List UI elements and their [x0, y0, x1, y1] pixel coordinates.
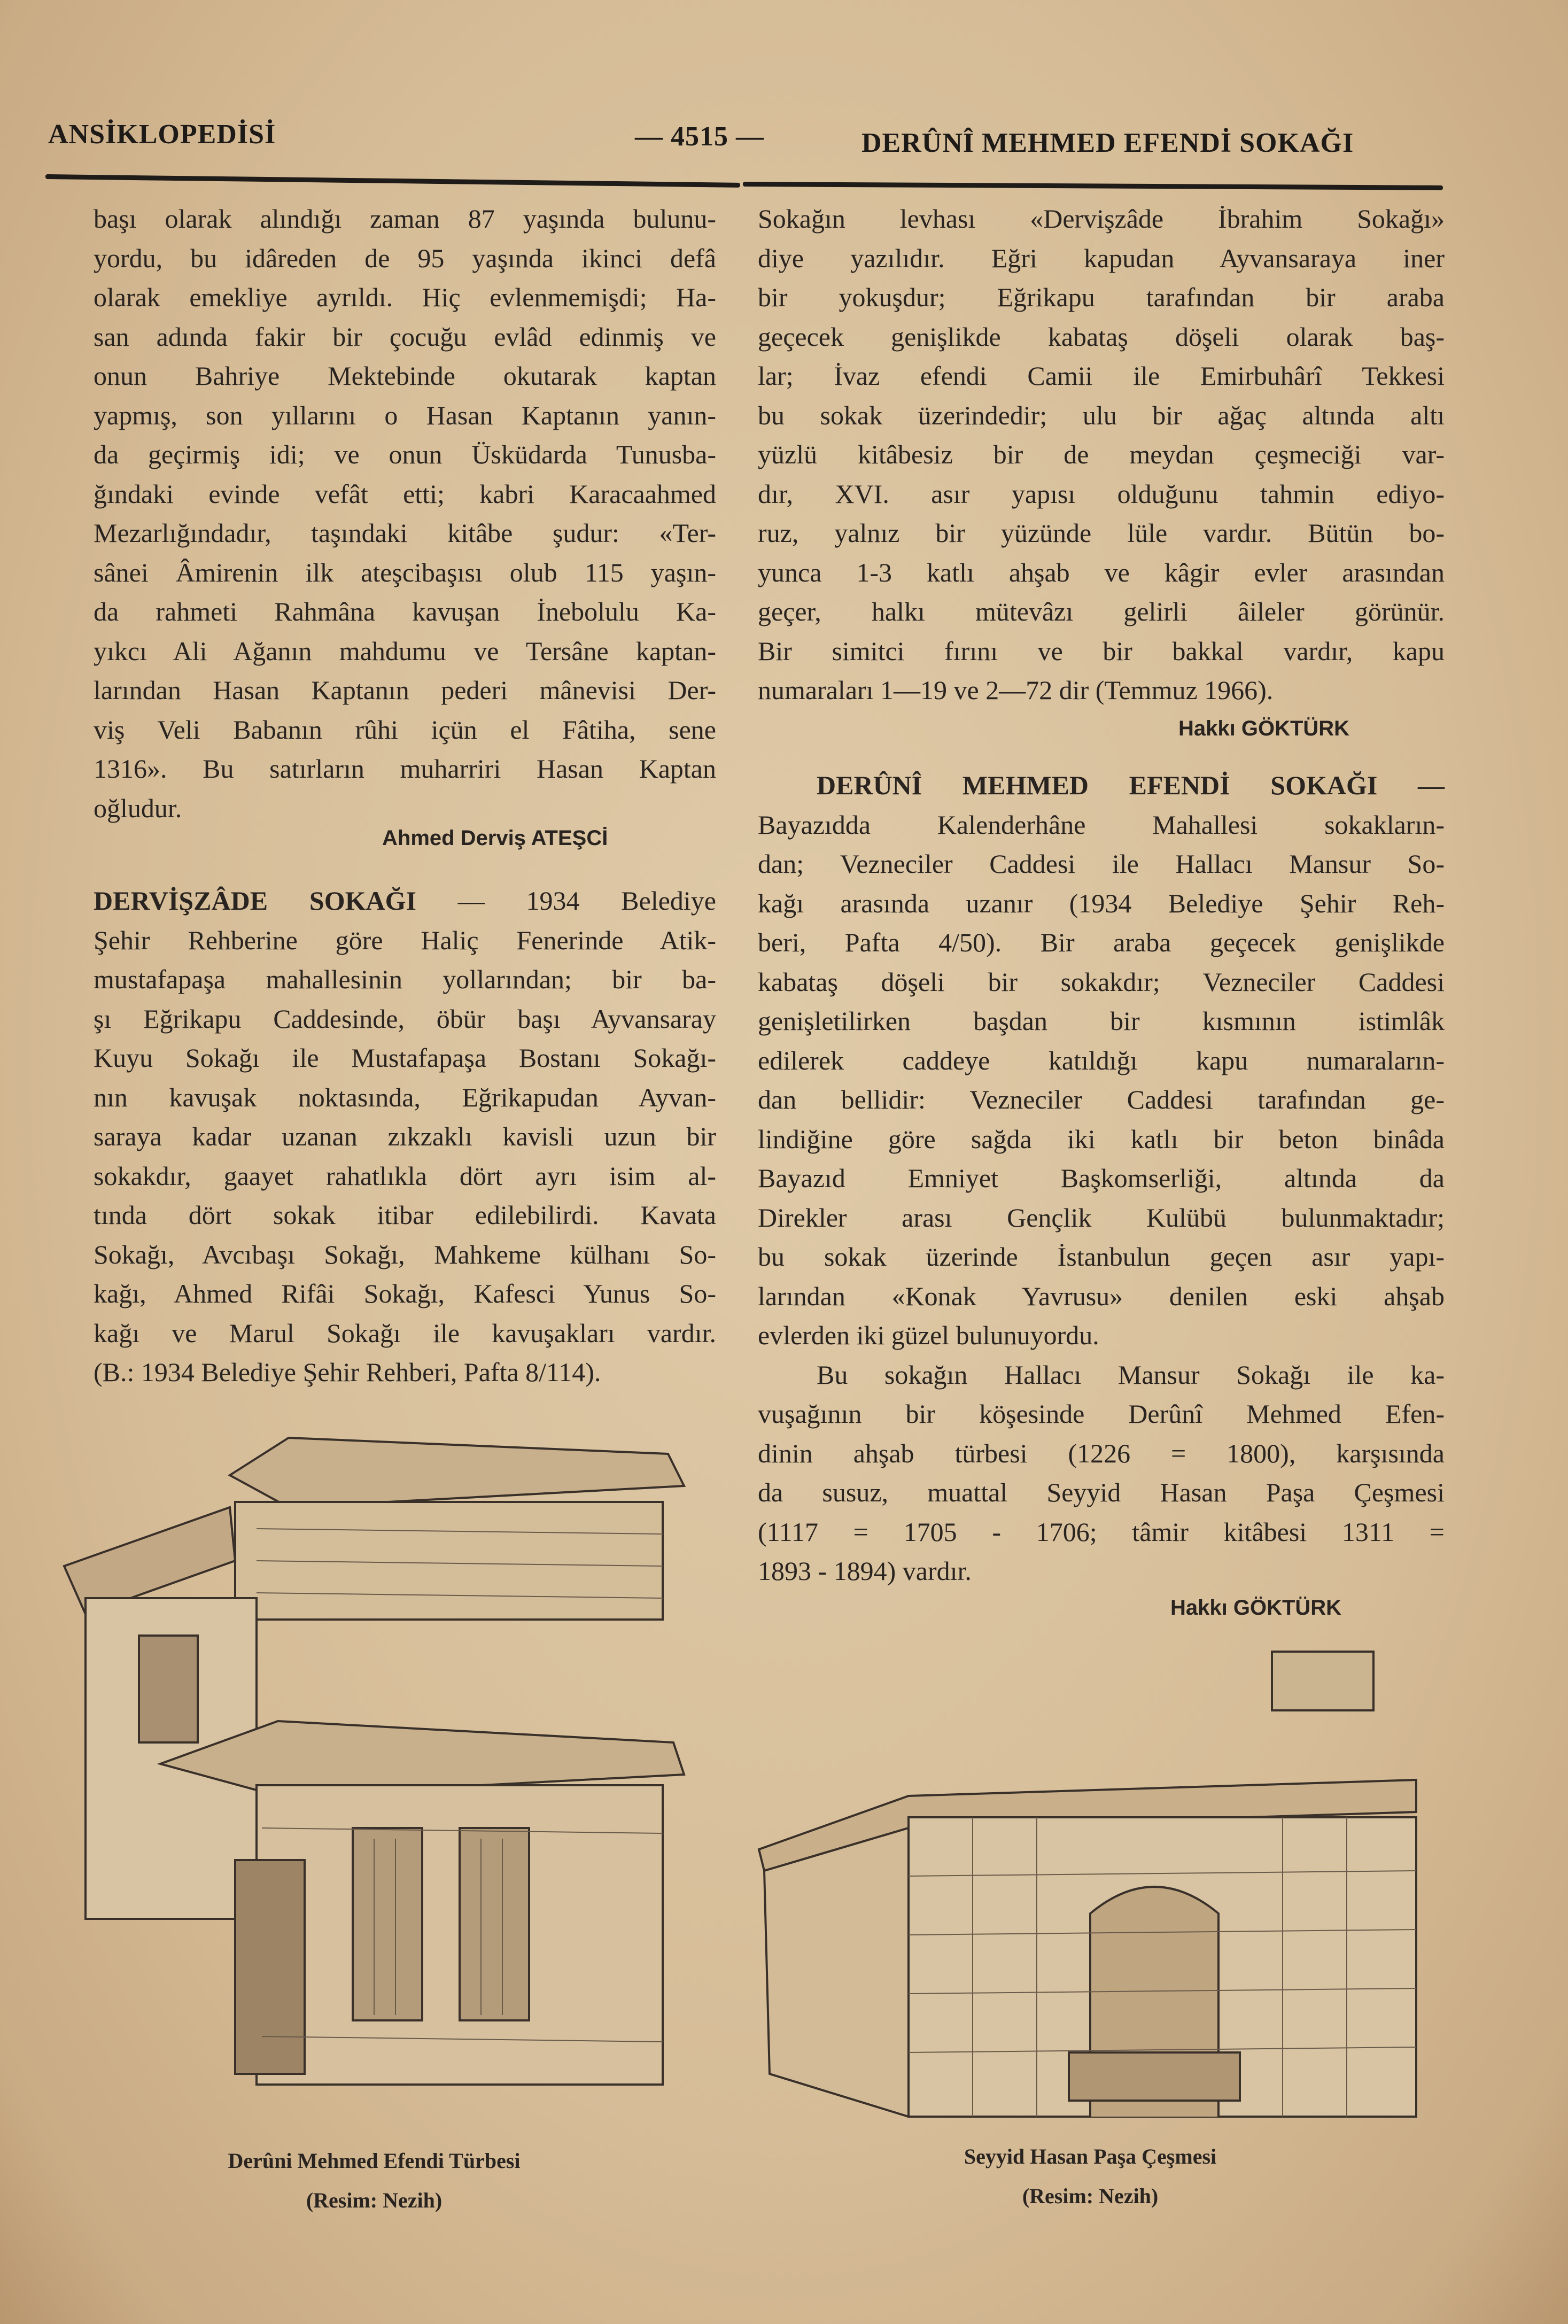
right-paragraph-1 — [758, 199, 1445, 710]
text-line: yüzlü kitâbesiz bir de meydan çeşmeciği var- — [758, 439, 1445, 469]
text-line: evlerden iki güzel bulunuyordu. — [758, 1320, 1099, 1350]
text-line: ruz, yalnız bir yüzünde lüle vardır. Bütün bo- — [758, 518, 1445, 548]
text-line: viş Veli Babanın rûhi içün el Fâtiha, sene — [94, 714, 716, 745]
text-line: (1117 = 1705 - 1706; tâmir kitâbesi 1311 = — [758, 1516, 1445, 1547]
text-line: (B.: 1934 Belediye Şehir Rehberi, Pafta 8/114). — [94, 1357, 601, 1387]
illustration-turbe — [53, 1422, 748, 2117]
text-line: bu sokak üzerindedir; ulu bir ağaç altında altı — [758, 400, 1445, 430]
text-line: da geçirmiş idi; ve onun Üsküdarda Tunusba- — [94, 439, 716, 469]
text-line: kağı, Ahmed Rifâi Sokağı, Kafesci Yunus So- — [94, 1279, 716, 1308]
text-line: numaraları 1—19 ve 2—72 dir (Temmuz 1966). — [758, 675, 1274, 705]
text-line: Bayazıdda Kalenderhâne Mahallesi sokakların- — [758, 809, 1445, 840]
text-line: 1316». Bu satırların muharriri Hasan Kaptan — [94, 754, 716, 784]
text-line: dan bellidir: Vezneciler Caddesi tarafından ge- — [758, 1084, 1445, 1114]
text-line: dan; Vezneciler Caddesi ile Hallacı Mansur So- — [758, 849, 1445, 879]
text-line: sânei Âmirenin ilk ateşcibaşısı olub 115 yaşın- — [94, 557, 716, 587]
entry-paragraph-2 — [758, 1355, 1445, 1591]
text-line: olarak emekliye ayrıldı. Hiç evlenmemişdi; Ha- — [94, 282, 716, 312]
entry-title: DERVİŞZÂDE SOKAĞI — [94, 886, 416, 916]
text-line: kağı arasında uzanır (1934 Belediye Şehir Reh- — [758, 888, 1445, 918]
text-line: yunca 1-3 katlı ahşab ve kâgir evler arasından — [758, 557, 1445, 587]
left-paragraph-1 — [94, 199, 716, 828]
text-line: beri, Pafta 4/50). Bir araba geçecek genişlikde — [758, 927, 1445, 957]
text-line: lar; İvaz efendi Camii ile Emirbuhârî Tekkesi — [758, 361, 1445, 391]
text-line: geçecek genişlikde kabataş döşeli olarak baş- — [758, 321, 1445, 352]
text-line: genişletilirken başdan bir kısmının istimlâk — [758, 1006, 1445, 1036]
page-number: — 4515 — — [635, 121, 764, 152]
text-line: Sokağın levhası «Dervişzâde İbrahim Sokağı» — [758, 204, 1445, 234]
text-line: ğındaki evinde vefât etti; kabri Karacaahmed — [94, 478, 716, 509]
text-line: bu sokak üzerinde İstanbulun geçen asır yapı- — [758, 1242, 1445, 1272]
entry-dervizade-sokagi — [94, 881, 716, 1392]
text-line: dır, XVI. asır yapısı olduğunu tahmin ediyo- — [758, 478, 1445, 509]
text-line: Direkler arası Gençlik Kulübü bulunmaktadır; — [758, 1202, 1445, 1233]
text-line: Sokağı, Avcıbaşı Sokağı, Mahkeme külhanı So- — [94, 1239, 716, 1269]
text-line: saraya kadar uzanan zıkzaklı kavisli uzun bir — [94, 1121, 716, 1151]
entry-body — [94, 921, 716, 1392]
signature-hakki-2: Hakkı GÖKTÜRK — [1170, 1596, 1342, 1620]
caption-title: Derûni Mehmed Efendi Türbesi — [228, 2149, 521, 2173]
entry-deruni-mehmed-efendi — [758, 766, 1445, 1591]
text-line: başı olarak alındığı zaman 87 yaşında bulunu- — [94, 204, 716, 234]
upper-wall — [235, 1502, 663, 1620]
text-line: vuşağının bir köşesinde Derûnî Mehmed Efen- — [758, 1399, 1445, 1429]
window — [139, 1636, 198, 1742]
text-line: Bayazıd Emniyet Başkomserliği, altında da — [758, 1163, 1445, 1193]
text-line: Bir simitci fırını ve bir bakkal vardır, kapu — [758, 636, 1445, 666]
text-line: yapmış, son yıllarını o Hasan Kaptanın yanın- — [94, 400, 716, 430]
header-rule-right — [743, 182, 1443, 190]
caption-credit: (Resim: Nezih) — [306, 2188, 443, 2212]
text-line: lindiğine göre sağda iki katlı bir beton binâda — [758, 1124, 1445, 1154]
entry-title — [758, 766, 1445, 805]
text-line: yordu, bu idâreden de 95 yaşında ikinci defâ — [94, 243, 716, 273]
text-line: mustafapaşa mahallesinin yollarından; bir ba- — [94, 964, 716, 994]
running-header-left: ANSİKLOPEDİSİ — [48, 119, 276, 150]
text-line: sokakdır, gaayet rahatlıkla dört ayrı isim al- — [94, 1160, 716, 1191]
grille — [460, 1828, 529, 2020]
door — [235, 1860, 305, 2074]
side-wall — [764, 1828, 909, 2117]
text-line: Bu sokağın Hallacı Mansur Sokağı ile ka- — [817, 1359, 1445, 1390]
entry-title-text: DERÛNÎ MEHMED EFENDİ SOKAĞI — — [817, 770, 1445, 800]
text-line: Mezarlığındadır, taşındaki kitâbe şudur: «Ter- — [94, 518, 716, 548]
caption-left — [107, 2141, 641, 2220]
text-line: edilerek caddeye katıldığı kapu numaraların- — [758, 1045, 1445, 1075]
text-line: yıkcı Ali Ağanın mahdumu ve Tersâne kaptan- — [94, 636, 716, 666]
caption-credit: (Resim: Nezih) — [1022, 2184, 1159, 2208]
text-line: da susuz, muattal Seyyid Hasan Paşa Çeşmesi — [758, 1477, 1445, 1507]
entry-text: — 1934 Belediye — [416, 886, 716, 916]
inscription-plaque — [1272, 1652, 1373, 1710]
text-line: şı Eğrikapu Caddesinde, öbür başı Ayvansaray — [94, 1003, 716, 1034]
text-line — [94, 881, 716, 921]
text-line: bir yokuşdur; Eğrikapu tarafından bir araba — [758, 282, 1445, 312]
text-line: diye yazılıdır. Eğri kapudan Ayvansaraya iner — [758, 243, 1445, 273]
text-line: Şehir Rehberine göre Haliç Fenerinde Atik- — [94, 925, 716, 955]
text-line: onun Bahriye Mektebinde okutarak kaptan — [94, 361, 716, 391]
basin — [1069, 2052, 1240, 2101]
header-rule-left — [45, 174, 740, 188]
text-line: Kuyu Sokağı ile Mustafapaşa Bostanı Sokağı- — [94, 1043, 716, 1073]
text-line: nın kavuşak noktasında, Eğrikapudan Ayvan- — [94, 1082, 716, 1112]
entry-body — [758, 805, 1445, 1355]
text-line: tında dört sokak itibar edilebilirdi. Kavata — [94, 1200, 716, 1230]
text-line: geçer, halkı mütevâzı gelirli âileler görünür. — [758, 597, 1445, 626]
text-line: oğludur. — [94, 793, 182, 823]
text-line: san adında fakir bir çocuğu evlâd edinmiş ve — [94, 321, 716, 352]
illustration-cesme — [748, 1636, 1443, 2149]
text-line: larından Hasan Kaptanın pederi mânevisi Der- — [94, 675, 716, 705]
text-line: kağı ve Marul Sokağı ile kavuşakları vardır. — [94, 1318, 716, 1348]
running-header-right: DERÛNÎ MEHMED EFENDİ SOKAĞI — [861, 128, 1354, 158]
text-line: 1893 - 1894) vardır. — [758, 1556, 972, 1586]
text-line: dinin ahşab türbesi (1226 = 1800), karşısında — [758, 1438, 1445, 1468]
caption-right — [823, 2137, 1357, 2216]
caption-title: Seyyid Hasan Paşa Çeşmesi — [964, 2144, 1217, 2168]
signature-hakki-1: Hakkı GÖKTÜRK — [1178, 717, 1350, 740]
text-line: kabataş döşeli bir sokakdır; Vezneciler Caddesi — [758, 966, 1445, 997]
signature-ahmed-dervis: Ahmed Derviş ATEŞCİ — [382, 826, 608, 850]
grille — [353, 1828, 422, 2020]
roof — [230, 1438, 684, 1507]
text-line: da rahmeti Rahmâna kavuşan İnebolulu Ka- — [94, 597, 716, 626]
text-line: larından «Konak Yavrusu» denilen eski ahşab — [758, 1281, 1445, 1311]
